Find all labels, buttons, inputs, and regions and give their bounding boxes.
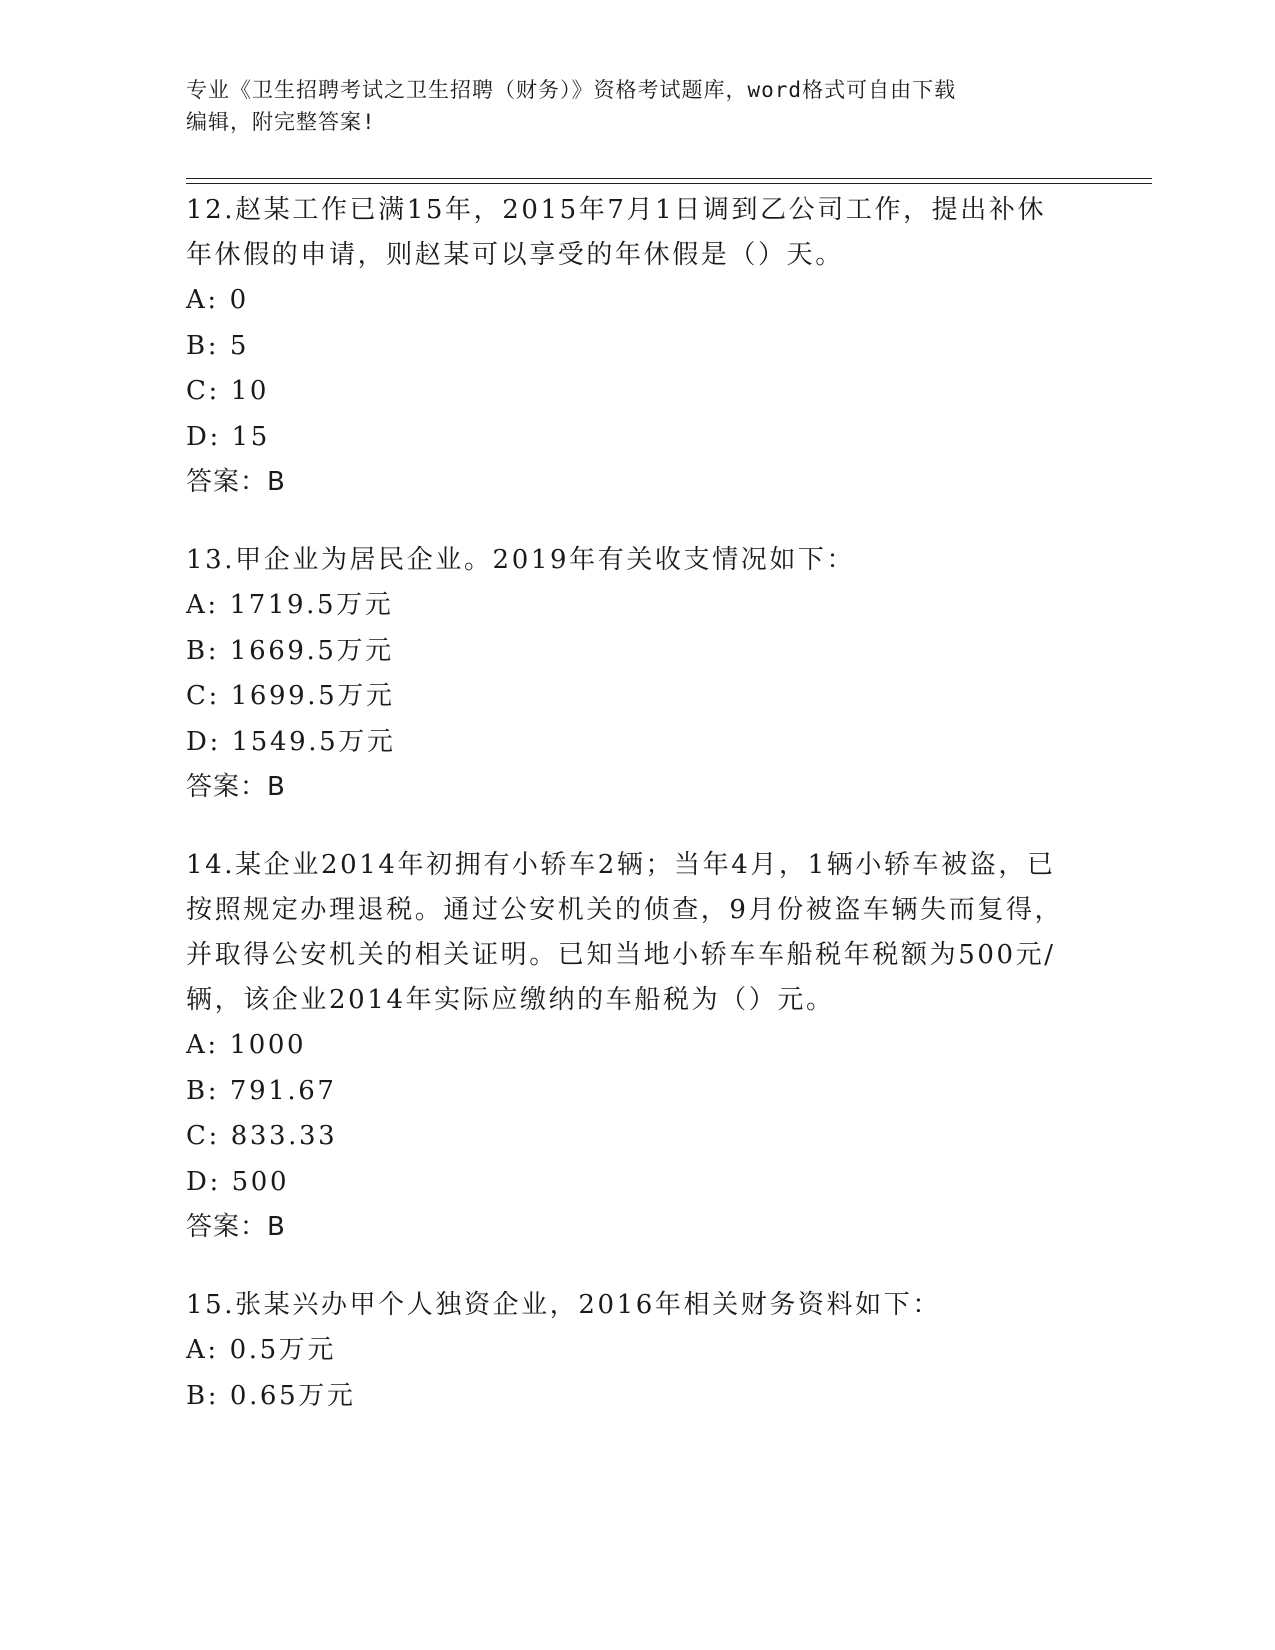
option-d: D: 1549.5万元 bbox=[186, 726, 396, 757]
option-c: C: 1699.5万元 bbox=[186, 681, 395, 711]
answer-label: 答案：B bbox=[186, 772, 286, 802]
option-b: B: 5 bbox=[186, 330, 250, 361]
option-a: A: 0.5万元 bbox=[186, 1335, 336, 1365]
header-divider-bottom bbox=[186, 183, 1152, 184]
answer-label: 答案：B bbox=[186, 467, 286, 497]
document-header bbox=[186, 74, 1066, 138]
question-text-line: 13.甲企业为居民企业。2019年有关收支情况如下： bbox=[186, 545, 856, 575]
header-line-2: 编辑，附完整答案! bbox=[186, 110, 376, 134]
question-text-line: 14.某企业2014年初拥有小轿车2辆；当年4月，1辆小轿车被盗，已 bbox=[186, 850, 1056, 880]
answer-label: 答案：B bbox=[186, 1212, 286, 1242]
header-line-1: 专业《卫生招聘考试之卫生招聘（财务）》资格考试题库，word格式可自由下载 bbox=[186, 78, 957, 102]
question-text-line: 并取得公安机关的相关证明。已知当地小轿车车船税年税额为500元/ bbox=[186, 940, 1056, 970]
option-c: C: 833.33 bbox=[186, 1121, 338, 1151]
question-15 bbox=[186, 1283, 1086, 1419]
option-a: A: 1719.5万元 bbox=[186, 590, 394, 620]
question-text-line: 辆，该企业2014年实际应缴纳的车船税为（）元。 bbox=[186, 985, 835, 1015]
option-a: A: 0 bbox=[186, 285, 249, 315]
question-text-line: 12.赵某工作已满15年，2015年7月1日调到乙公司工作，提出补休 bbox=[186, 195, 1047, 225]
question-text-line: 按照规定办理退税。通过公安机关的侦查，9月份被盗车辆失而复得， bbox=[186, 895, 1064, 925]
option-d: D: 15 bbox=[186, 421, 270, 452]
question-12 bbox=[186, 188, 1086, 504]
option-b: B: 0.65万元 bbox=[186, 1380, 356, 1411]
option-b: B: 791.67 bbox=[186, 1075, 337, 1106]
header-divider-top bbox=[186, 178, 1152, 179]
question-13 bbox=[186, 538, 1086, 809]
question-14 bbox=[186, 843, 1086, 1249]
option-a: A: 1000 bbox=[186, 1030, 307, 1060]
question-text-line: 年休假的申请，则赵某可以享受的年休假是（）天。 bbox=[186, 240, 844, 270]
option-c: C: 10 bbox=[186, 376, 270, 406]
option-b: B: 1669.5万元 bbox=[186, 635, 394, 666]
question-text-line: 15.张某兴办甲个人独资企业，2016年相关财务资料如下： bbox=[186, 1290, 941, 1320]
questions-list bbox=[186, 188, 1086, 1453]
option-d: D: 500 bbox=[186, 1166, 290, 1197]
